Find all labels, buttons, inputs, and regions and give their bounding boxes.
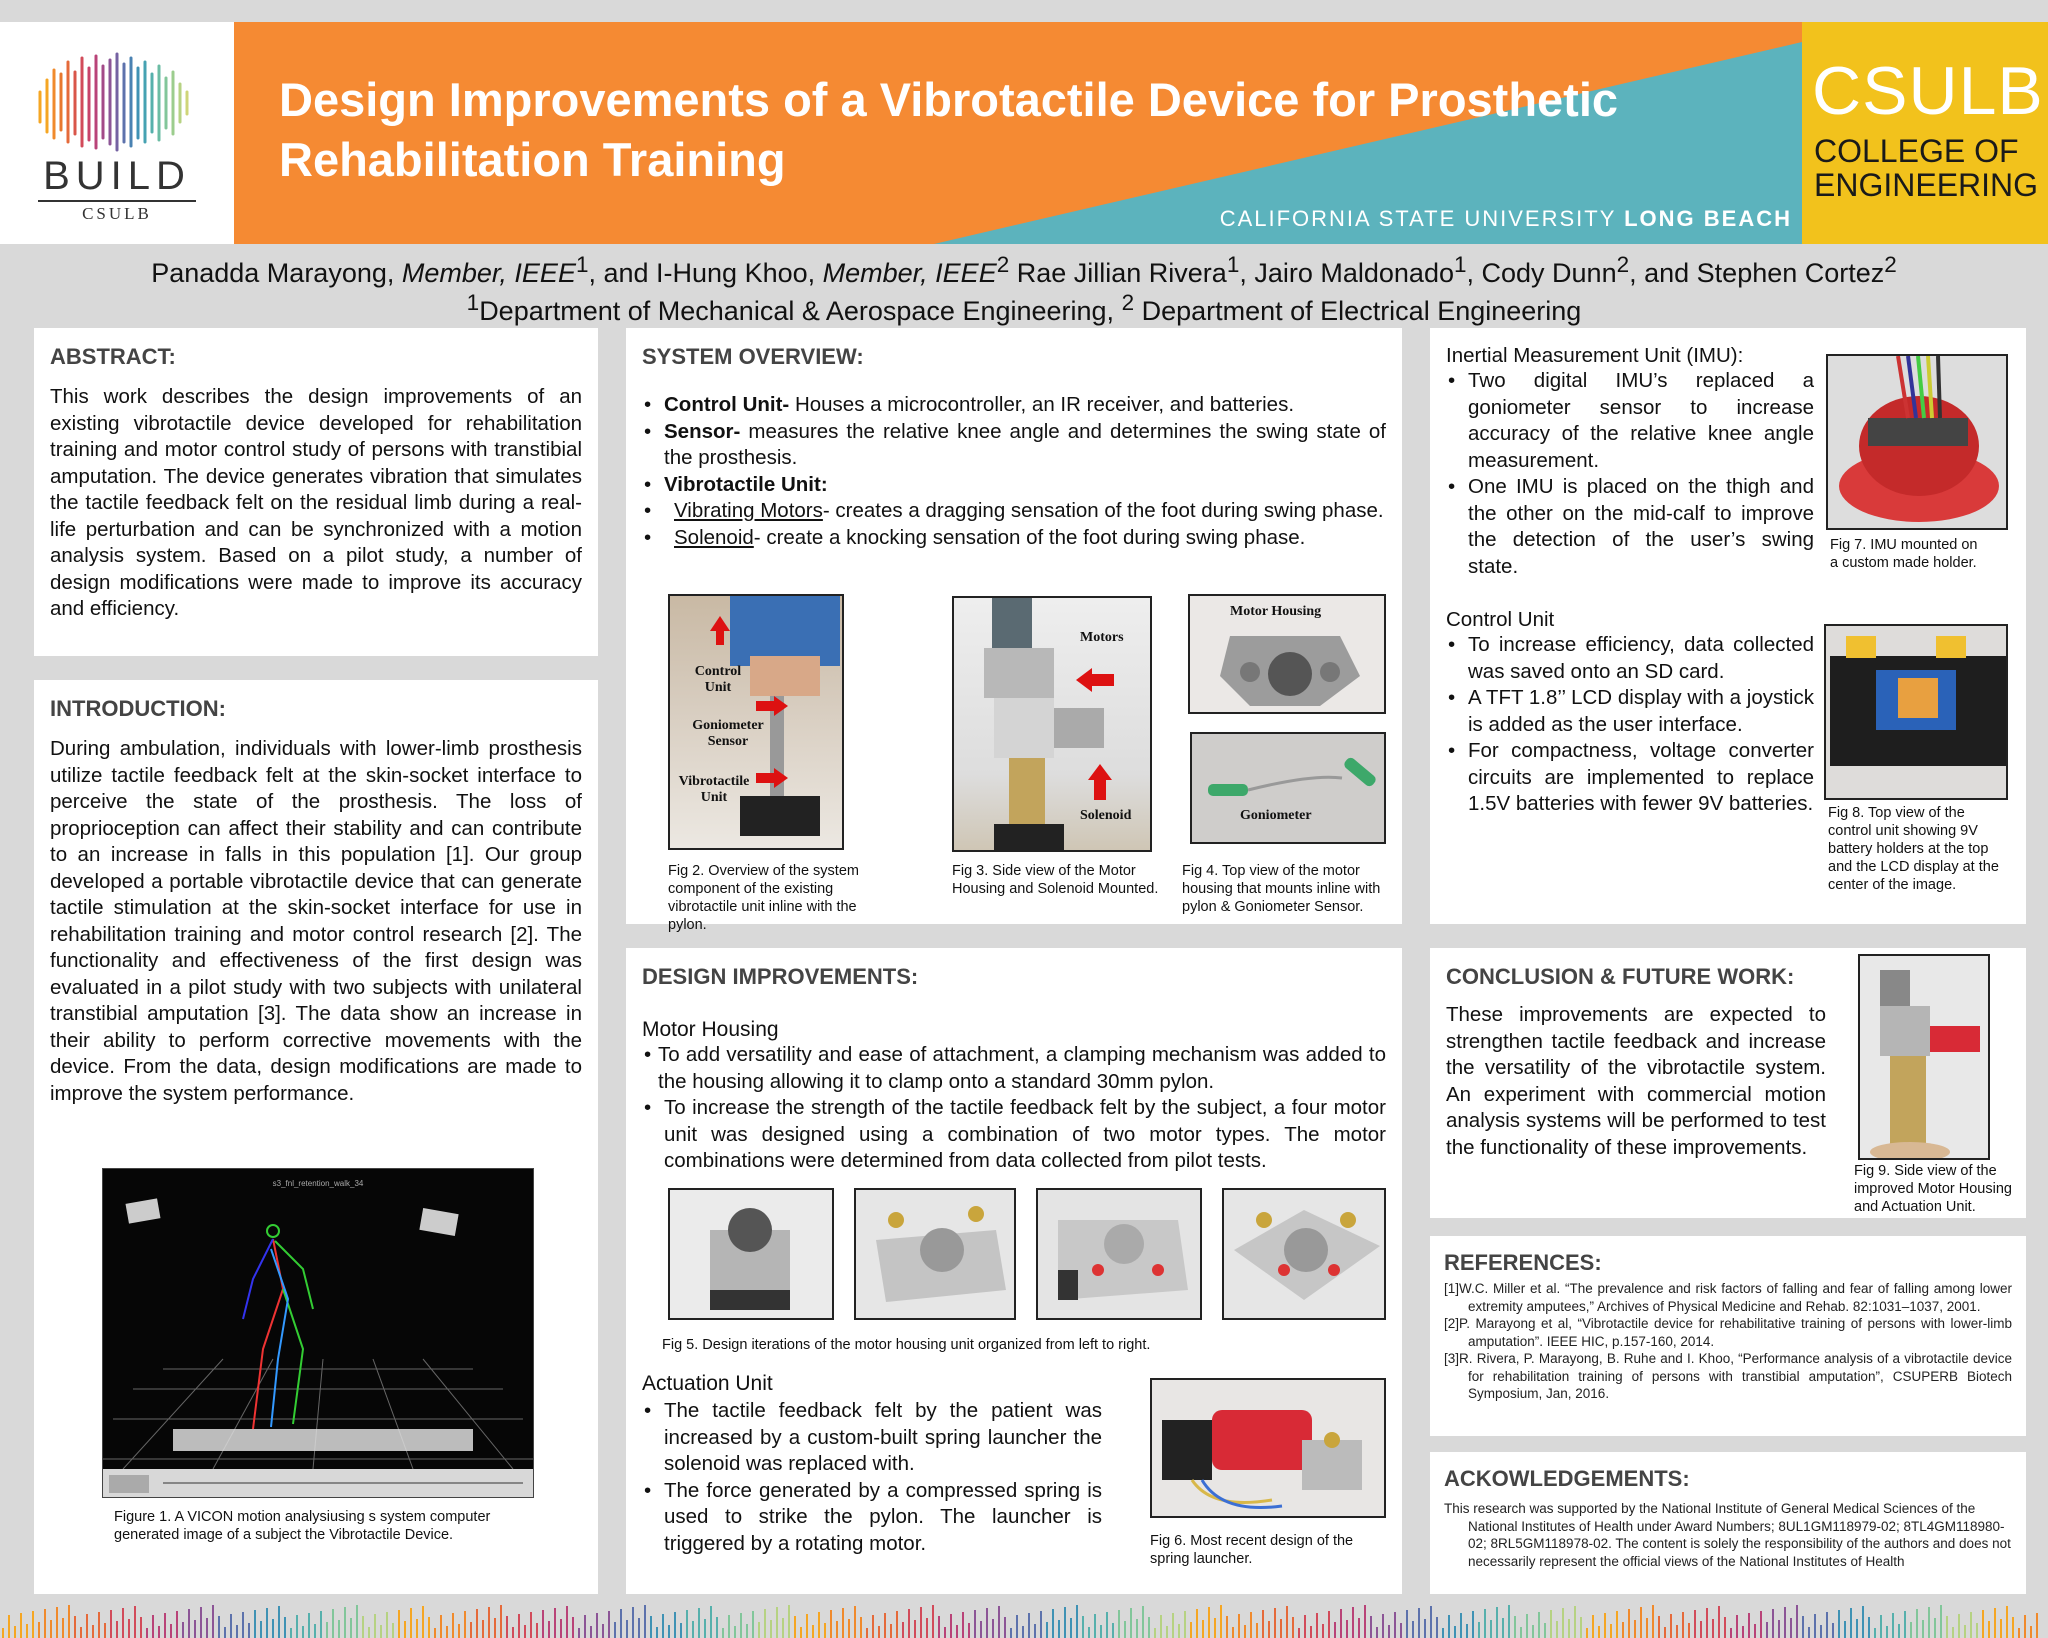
acknowledgements-text: This research was supported by the National Institute of General Medical Sciences of the National Institutes of Health under Award Numbers; 8UL1GM118979-02; 8TL4GM118980-02; 8RL5GM118978-02. The content is solely the responsibility of the authors and does not necessarily represent the official views of the National Institutes of Health (1444, 1501, 2011, 1569)
vicon-figure-header: s3_fnl_retention_walk_34 (272, 1179, 364, 1188)
acknowledgements-panel (1430, 1452, 2026, 1594)
fig3-label-motors: Motors (1080, 630, 1124, 645)
list-item: • To add versatility and ease of attachment, a clamping mechanism was added to the housing allowing it to clamp onto a standard 30mm pylon. (642, 1042, 1386, 1095)
list-item: • One IMU is placed on the thigh and the other on the mid-calf to improve the detection of the user’s swing state. (1446, 474, 1814, 580)
fig5-housing-icon (670, 1190, 834, 1320)
poster-header (0, 22, 2048, 244)
fig6-image (1150, 1378, 1386, 1518)
build-logo (0, 22, 234, 244)
fig8-control-unit-icon (1826, 626, 2008, 800)
introduction-text: During ambulation, individuals with lower-limb prosthesis utilize tactile feedback felt at the skin-socket interface to perceive the state of the prosthesis. The loss of proprioception can affect their stability and can contribute to an increase in falls in this population [1]. Our group developed a portable vibrotactile device that can generate tactile stimulation at the skin-socket interface for use in rehabilitation training and motor control research [2]. The functionality and effectiveness of the first design was evaluated in a pilot study with two subjects with unilateral transtibial amputation [3]. The data show an increase in their ability to perform corrective movements with the device. From the data, design modifications are made to improve the system performance. (50, 737, 582, 1105)
reference-item: [2]P. Marayong et al, “Vibrotactile device for rehabilitative training of persons with lower-limb amputation”. IEEE HIC, p.157-160, 2014. (1444, 1316, 2012, 1349)
college-name: COLLEGE OF ENGINEERING (1814, 133, 2039, 203)
control-unit-heading: Control Unit (1446, 608, 1555, 631)
introduction-title: INTRODUCTION: (50, 696, 226, 721)
fig9-device-icon (1860, 956, 1990, 1160)
affiliations: $^1$Department of Mechanical & Aerospace Engineering, $^2$ Department of Electrical Engineering (466, 290, 1582, 326)
list-item: • Vibrotactile Unit: (642, 472, 1386, 499)
fig9-image (1858, 954, 1990, 1160)
fig5-image-3 (1036, 1188, 1202, 1320)
system-overview-panel (626, 328, 1402, 933)
abstract-title: ABSTRACT: (50, 344, 176, 369)
reference-item: [1]W.C. Miller et al. “The prevalence and risk factors of falling and fear of falling among lower extremity amputees,” Archives of Physical Medicine and Rehab. 82:1031–1037, 2001. (1444, 1281, 2012, 1314)
footer-decoration (0, 1600, 2048, 1638)
fig4-label-motor-housing: Motor Housing (1230, 604, 1322, 619)
fig3-image (952, 596, 1152, 852)
actuation-unit-heading: Actuation Unit (642, 1372, 773, 1395)
fig8-caption: Fig 8. Top view of the control unit showing 9V battery holders at the top and the LCD display at the center of the image. (1828, 805, 1999, 893)
fig5-housing-icon (856, 1190, 1016, 1320)
fig5-caption: Fig 5. Design iterations of the motor housing unit organized from left to right. (662, 1337, 1151, 1353)
references-list (1444, 1280, 2012, 1403)
fig3-label-solenoid: Solenoid (1080, 808, 1132, 823)
motor-housing-list (642, 1042, 1386, 1175)
list-item: • Control Unit- Houses a microcontroller, an IR receiver, and batteries. (642, 392, 1386, 419)
build-logo-subtext: CSULB (82, 204, 152, 223)
fig2-label-goniometer: Goniometer Sensor (692, 718, 764, 749)
conclusion-title: CONCLUSION & FUTURE WORK: (1446, 964, 1795, 989)
university-name: CALIFORNIA STATE UNIVERSITY LONG BEACH (1219, 206, 1792, 231)
design-improvements-panel (626, 948, 1402, 1594)
fig4-top-image (1188, 594, 1386, 714)
figure1-caption: Figure 1. A VICON motion analysiusing s system computer generated image of a subject the Vibrotactile Device. (114, 1509, 491, 1543)
list-item: • Solenoid- create a knocking sensation of the foot during swing phase. (642, 525, 1386, 552)
list-item: • Sensor- measures the relative knee angle and determines the swing state of the prosthesis. (642, 419, 1386, 472)
fig7-image (1826, 354, 2008, 530)
vicon-skeleton-icon (103, 1169, 533, 1498)
fig4-label-goniometer: Goniometer (1240, 808, 1312, 823)
vicon-figure-image (102, 1168, 534, 1498)
references-title: REFERENCES: (1444, 1250, 1602, 1275)
fig5-image-2 (854, 1188, 1016, 1320)
list-item: • Two digital IMU’s replaced a goniometer sensor to increase accuracy of the relative knee angle measurement. (1446, 368, 1814, 474)
build-logo-bars-icon (36, 52, 196, 152)
motor-housing-heading: Motor Housing (642, 1018, 779, 1041)
fig5-image-1 (668, 1188, 834, 1320)
design-improvements-title: DESIGN IMPROVEMENTS: (642, 964, 919, 989)
fig4-caption: Fig 4. Top view of the motor housing that mounts inline with pylon & Goniometer Sensor. (1182, 863, 1381, 915)
list-item: • The force generated by a compressed spring is used to strike the pylon. The launcher is triggered by a rotating motor. (642, 1478, 1102, 1558)
imu-list (1446, 368, 1814, 580)
fig2-image (668, 594, 844, 850)
author-list: Panadda Marayong, Member, IEEE$^1$, and I-Hung Khoo, Member, IEEE$^2$ Rae Jillian Rivera$^1$, Jairo Maldonado$^1$, Cody Dunn$^2$, and Stephen Cortez$^2$ (151, 252, 1897, 288)
fig7-imu-icon (1828, 356, 2008, 530)
system-overview-list (642, 392, 1386, 551)
abstract-panel (34, 328, 598, 656)
fig6-launcher-icon (1152, 1380, 1386, 1518)
fig5-housing-icon (1038, 1190, 1202, 1320)
abstract-text: This work describes the design improvements of an existing vibrotactile device developed for rehabilitation training and motor control study of persons with transtibial amputation. The device generates vibration that simulates the tactile feedback felt on the residual limb during a real-life perturbation and can be synchronized with a motion analysis system. Based on a pilot study, a number of design modifications were made to improve its accuracy and efficiency. (50, 385, 582, 620)
fig2-label-vibrotactile: Vibrotactile Unit (678, 774, 750, 805)
fig3-caption: Fig 3. Side view of the Motor Housing and Solenoid Mounted. (952, 863, 1159, 897)
conclusion-panel (1430, 948, 2026, 1218)
reference-item: [3]R. Rivera, P. Marayong, B. Ruhe and I. Khoo, “Performance analysis of a vibrotactile device for rehabilitation training of persons with transtibial amputation”, CSUPERB Biotech Symposium, Jan, 2016. (1444, 1351, 2012, 1401)
imu-control-panel (1430, 328, 2026, 924)
fig5-housing-icon (1224, 1190, 1386, 1320)
fig2-caption: Fig 2. Overview of the system component of the existing vibrotactile unit inline with the pylon. (668, 863, 859, 933)
csulb-logo (1802, 22, 2048, 244)
list-item: • The tactile feedback felt by the patient was increased by a custom-built spring launcher the solenoid was replaced with. (642, 1398, 1102, 1478)
control-unit-list (1446, 632, 1814, 818)
list-item: • Vibrating Motors- creates a dragging sensation of the foot during swing phase. (642, 498, 1386, 525)
fig4-bottom-image (1190, 732, 1386, 844)
introduction-panel (34, 680, 598, 1594)
fig4-goniometer-icon (1192, 734, 1386, 844)
system-overview-title: SYSTEM OVERVIEW: (642, 344, 864, 369)
references-panel (1430, 1236, 2026, 1436)
logo-divider (38, 200, 196, 202)
list-item: • To increase efficiency, data collected was saved onto an SD card. (1446, 632, 1814, 685)
fig6-caption: Fig 6. Most recent design of the spring launcher. (1150, 1533, 1354, 1567)
fig7-caption: Fig 7. IMU mounted on a custom made holder. (1830, 537, 1978, 571)
conclusion-text: These improvements are expected to strengthen tactile feedback and increase the versatility of the vibrotactile system. An experiment with commercial motion analysis systems will be performed to test the functionality of these improvements. (1446, 1003, 1826, 1159)
actuation-unit-list (642, 1398, 1102, 1557)
fig5-image-4 (1222, 1188, 1386, 1320)
title-band (234, 22, 1802, 244)
fig8-image (1824, 624, 2008, 800)
top-strip (0, 0, 2048, 22)
fig2-label-control-unit: Control Unit (694, 664, 742, 695)
list-item: • A TFT 1.8’’ LCD display with a joystick is added as the user interface. (1446, 685, 1814, 738)
list-item: • For compactness, voltage converter circuits are implemented to replace 1.5V batteries with fewer 9V batteries. (1446, 738, 1814, 818)
build-logo-text: BUILD (43, 154, 191, 198)
poster-title: Design Improvements of a Vibrotactile Device for Prosthetic Rehabilitation Training (279, 73, 1619, 186)
fig9-caption: Fig 9. Side view of the improved Motor Housing and Actuation Unit. (1854, 1163, 2012, 1215)
csulb-logo-text: CSULB (1812, 53, 2044, 129)
acknowledgements-title: ACKOWLEDGEMENTS: (1444, 1466, 1690, 1491)
imu-heading: Inertial Measurement Unit (IMU): (1446, 344, 1744, 367)
list-item: • To increase the strength of the tactile feedback felt by the subject, a four motor unit was designed using a combination of two motor types. The motor combinations were determined from data collected from pilot tests. (642, 1095, 1386, 1175)
